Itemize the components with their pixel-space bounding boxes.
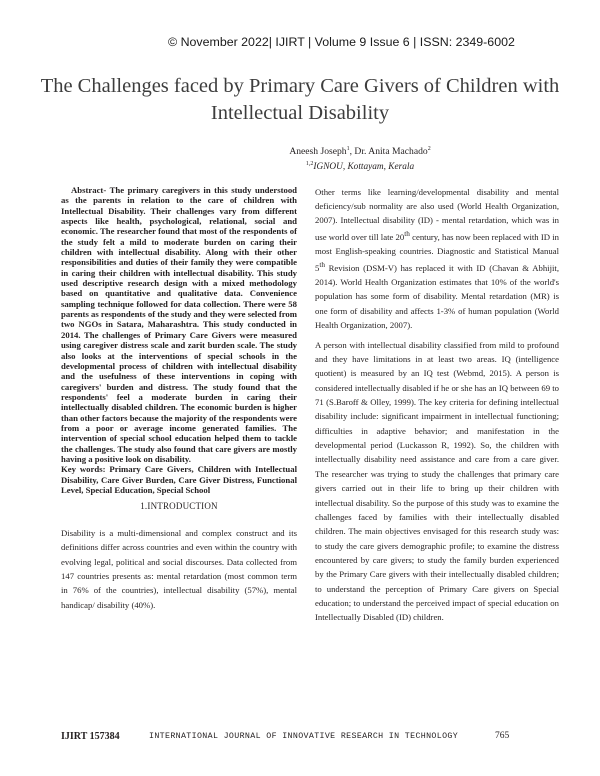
superscript-th-1: th [404,230,410,239]
intro-paragraph-2-part-a: Other terms like learning/developmental disability and mental deficiency/sub normality are also used (World Health Organization, 2007). Intellectual disability (ID) - mental retardation, which was in use world over till late 20 [315,187,559,243]
affiliation-superscript: 1,2 [305,161,314,167]
paper-title: The Challenges faced by Primary Care Givers of Children with Intellectual Disability [40,75,560,124]
section-heading-introduction: 1.INTRODUCTION [140,501,218,512]
left-column [61,185,297,612]
footer-page-number: 765 [495,731,510,741]
author-2-superscript: 2 [427,146,431,152]
intro-paragraph-2-part-c: Revision (DSM-V) has replaced it with ID (Chavan & Abhijit, 2014). World Health Organization estimates that 10% of the world's population has some form of disability. Mental retardation (MR) is one form of disability and affects 1-3% of human population (World Health Organization, 2007). [315,263,559,330]
right-column [315,185,559,625]
affiliation-line [160,161,560,172]
author-1-superscript: 1 [346,146,350,152]
superscript-th-2: th [319,261,325,270]
author-line [160,146,560,157]
footer-paper-code: IJIRT 157384 [61,731,120,742]
keywords: Key words: Primary Care Givers, Children with Intellectual Disability, Care Giver Burden, Care Giver Distress, Functional Level, Special Education, Special School [61,464,297,495]
intro-paragraph-2-part-b: century, has now been replaced with ID in most English-speaking countries. Diagnostic and Statistical Manual 5 [315,232,559,274]
intro-paragraph-1: Disability is a multi-dimensional and complex construct and its definitions differ across countries and even within the country with evolving legal, political and social discourses. Data collected from 147 countries presents as: mental retardation (most common term in 76% of the countries), intellectual disability (57%), mental handicap/ disability (40%). [61,527,297,610]
author-2: , Dr. Anita Machado [349,146,428,158]
intro-paragraph-3: A person with intellectual disability classified from mild to profound and they have limitations in at least two areas. IQ (intelligence quotient) is measured by an IQ test (Webmd, 2015). A person is considered intellectually disabled if he or she has an IQ between 69 to 71 (S.Baroff & Olley, 1999). The key criteria for defining intellectual disability include: significant impairment in intellectual functioning; difficulties in adaptive behavior; and manifestation in the developmental period (Luckasson R, 1992). So, the children with intellectually disability need assistance and care from a care giver. The researcher was trying to study the challenges that primary care givers carried out in their life to bring up their children with intellectual disability. So the purpose of this study was to examine the challenges faced by families with their intellectually disabled children. The main objectives envisaged for this research study was: to study the care givers demographic profile; to examine the distress encountered by care givers; to study the family burden experienced by the Primary Care givers with their intellectually disabled children; to understand the perception of Primary Care givers on Special education; to understand the perceived impact of special education on Intellectually Disabled (ID) children. [315,339,559,623]
affiliation: IGNOU, Kottayam, Kerala [313,162,415,173]
author-1: Aneesh Joseph [289,146,347,158]
intro-paragraph-2 [315,185,559,332]
abstract: Abstract- The primary caregivers in this study understood as the parents in relation to the care of children with Intellectual Disability. Their challenges vary from different aspects like health, psychological, relational, social and economic. The researcher found that most of the respondents of the study felt a mild to moderate burden on caring their children with intellectual disability. Along with their other responsibilities and duties of their family they were compatible in caring their children with intellectual disability. This study used descriptive research design with a mixed methodology based on quantitative and qualitative data. Convenience sampling technique followed for data collection. There were 58 parents as respondents of the study and they were selected from two NGOs in Satara, Maharashtra. This study conducted in 2014. The challenges of Primary Care Givers were measured using caregiver distress scale and zarit burden scale. The study also looks at the interventions of special schools in the developmental process of children with intellectual disability and the usefulness of these interventions in coping with caregivers' burden and distress. The study found that the respondents' feel a moderate burden in caring their intellectually disabled children. The economic burden is higher than other factors because the majority of the respondents were from a poor or average income generated families. The intervention of special school education helped them to tackle the challenges. The study also found that care givers are mostly having a positive look on disability. [61,185,297,464]
running-head: © November 2022| IJIRT | Volume 9 Issue 6 | ISSN: 2349-6002 [168,35,515,49]
footer-journal-name: INTERNATIONAL JOURNAL OF INNOVATIVE RESEARCH IN TECHNOLOGY [149,732,459,741]
